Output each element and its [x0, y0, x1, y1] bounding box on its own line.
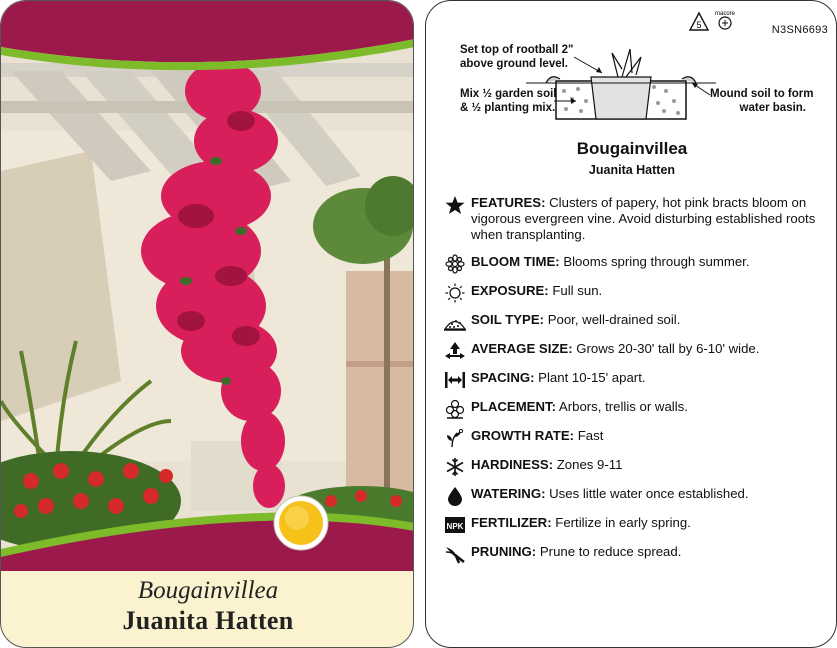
care-info-card [425, 0, 837, 648]
cultivar-name: Juanita Hatten [588, 163, 676, 177]
growth-icon [444, 428, 466, 448]
recycle-number: 5 [696, 20, 702, 30]
diagram-note-top [460, 43, 573, 71]
note-left-line2: & ½ planting mix. [460, 102, 556, 114]
attr-text: Uses little water once established. [549, 486, 749, 501]
attr-features [444, 195, 832, 243]
bloom-icon [444, 254, 466, 274]
attr-growth-rate [444, 428, 832, 444]
note-top-line2: above ground level. [460, 58, 568, 70]
attr-watering [444, 486, 832, 502]
note-right-line1: Mound soil to form [710, 88, 814, 100]
sun-badge-icon [274, 496, 328, 550]
attr-label: HARDINESS: [471, 457, 554, 472]
attr-text: Poor, well-drained soil. [547, 312, 681, 327]
attr-label: FEATURES: [471, 195, 546, 210]
attr-label: AVERAGE SIZE: [471, 341, 573, 356]
soil-icon [444, 312, 466, 332]
attr-label: EXPOSURE: [471, 283, 549, 298]
spacing-icon [444, 370, 466, 390]
note-top-line1: Set top of rootball 2" [460, 44, 574, 56]
attr-text: Zones 9-11 [556, 457, 623, 472]
attr-text: Plant 10-15' apart. [538, 370, 646, 385]
attr-label: PRUNING: [471, 544, 537, 559]
plant-photo-card [0, 0, 414, 648]
attr-text: Fertilize in early spring. [555, 515, 691, 530]
attr-label: SPACING: [471, 370, 535, 385]
note-right-line2: water basin. [739, 102, 806, 114]
attr-label: BLOOM TIME: [471, 254, 560, 269]
pruners-icon [444, 544, 466, 564]
attr-text: Full sun. [552, 283, 603, 298]
size-icon [444, 341, 466, 361]
plant-name: Bougainvillea [576, 139, 688, 158]
diagram-note-right [710, 87, 814, 115]
star-icon [444, 195, 466, 215]
diagram-note-left [460, 87, 557, 115]
attr-soil-type [444, 312, 832, 328]
care-attribute-list [444, 195, 832, 560]
attr-text: Prune to reduce spread. [539, 544, 682, 559]
npk-icon [444, 515, 466, 535]
water-drop-icon [444, 486, 466, 506]
brand-mark: macore [714, 11, 736, 17]
note-left-line1: Mix ½ garden soil [460, 88, 557, 100]
snowflake-icon [444, 457, 466, 477]
attr-text: Blooms spring through summer. [563, 254, 750, 269]
attr-label: GROWTH RATE: [471, 428, 575, 443]
attr-exposure [444, 283, 832, 299]
attr-text: Arbors, trellis or walls. [558, 399, 688, 414]
placement-icon [444, 399, 466, 419]
label-marks [696, 11, 828, 37]
attr-text: Fast [577, 428, 604, 443]
attr-label: SOIL TYPE: [471, 312, 545, 327]
sun-icon [444, 283, 466, 303]
attr-bloom-time [444, 254, 832, 270]
attr-pruning [444, 544, 832, 560]
attr-text: Grows 20-30' tall by 6-10' wide. [576, 341, 760, 356]
sku-code: N3SN6693 [771, 24, 828, 36]
attr-label: FERTILIZER: [471, 515, 552, 530]
attr-spacing [444, 370, 832, 386]
attr-label: WATERING: [471, 486, 546, 501]
attr-placement [444, 399, 832, 415]
npk-text: NPK [446, 522, 464, 531]
attr-fertilizer [444, 515, 832, 531]
attr-average-size [444, 341, 832, 357]
attr-hardiness [444, 457, 832, 473]
macore-logo-icon [713, 7, 737, 31]
recycle-icon [688, 11, 710, 33]
attr-label: PLACEMENT: [471, 399, 556, 414]
plant-genus: Bougainvillea [137, 577, 279, 604]
plant-photo [1, 1, 414, 571]
plant-cultivar: Juanita Hatten [122, 606, 294, 635]
attr-text: Clusters of papery, hot pink bracts bloom on vigorous evergreen vine. Avoid disturbing established roots when transplanting. [471, 195, 816, 242]
